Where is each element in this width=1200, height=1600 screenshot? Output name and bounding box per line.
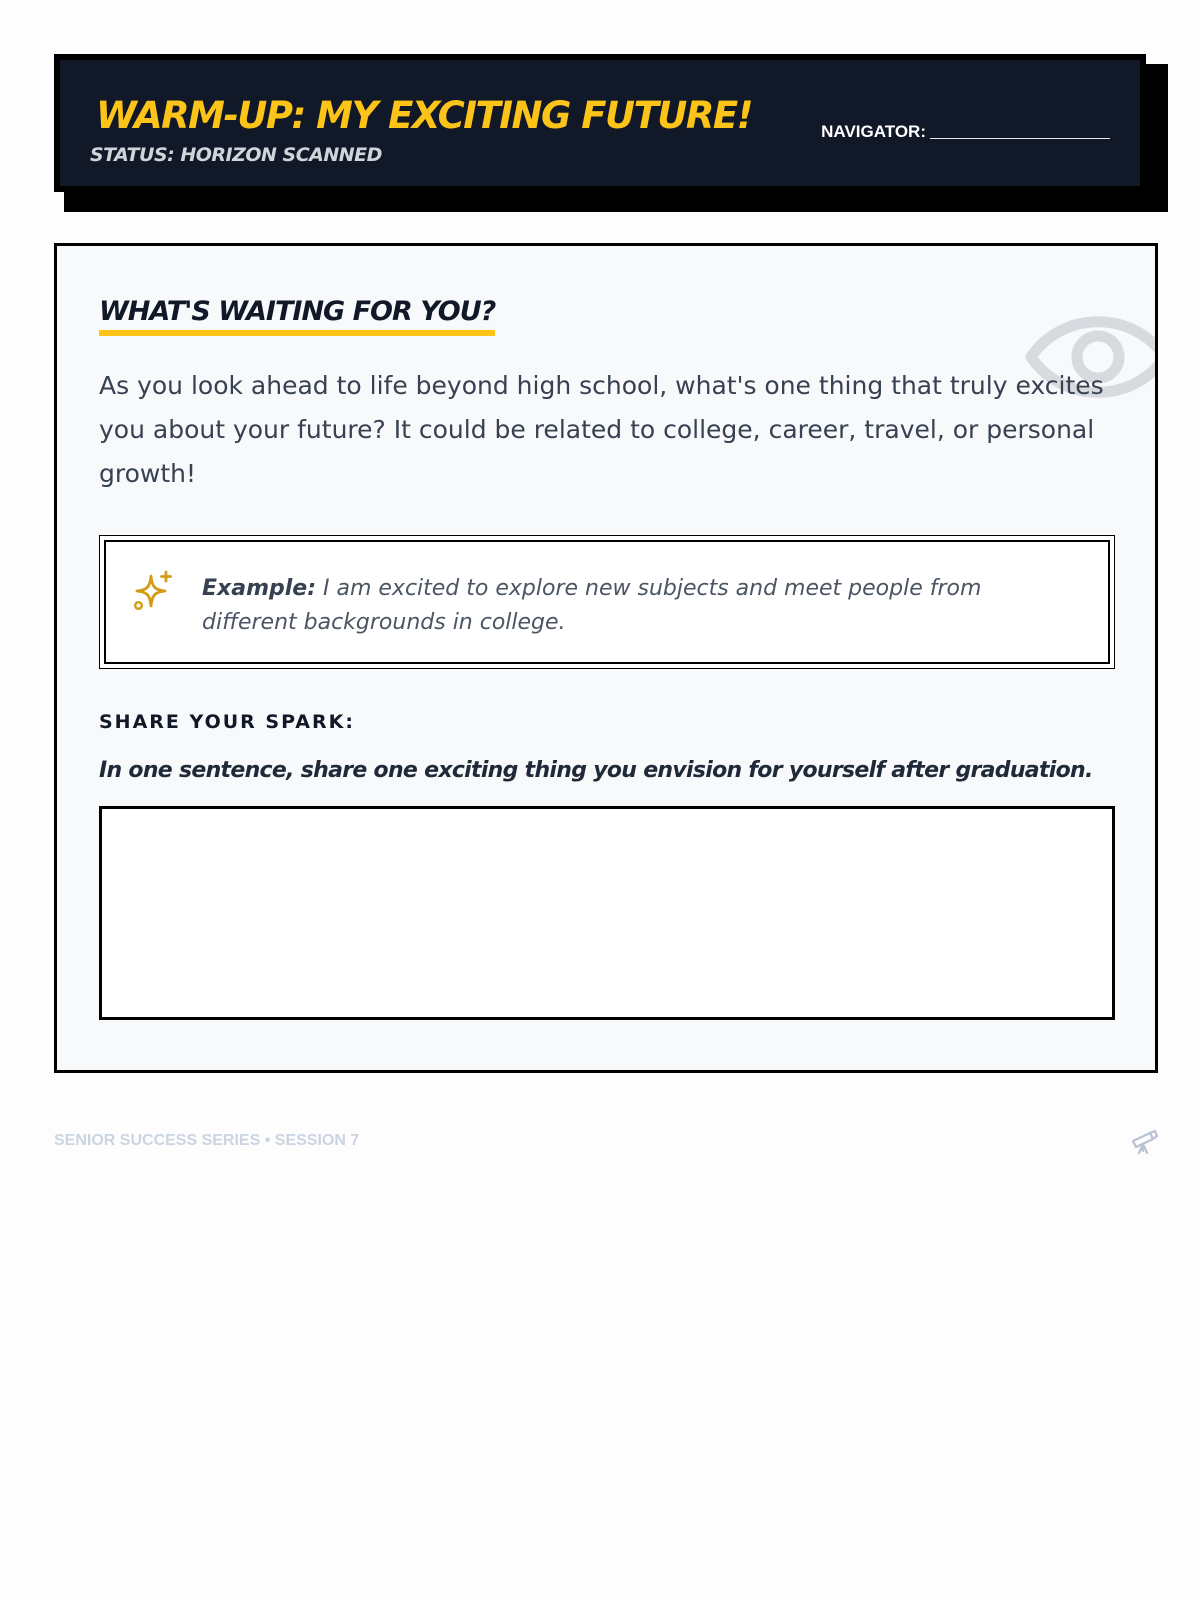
response-box[interactable]: [99, 806, 1115, 1020]
share-label: SHARE YOUR SPARK:: [99, 711, 355, 733]
warm-up-card: [54, 243, 1158, 1073]
header-banner: [54, 54, 1146, 192]
navigator-blank-line[interactable]: [930, 138, 1110, 139]
sparkle-icon: [132, 570, 174, 612]
navigator-label: NAVIGATOR:: [821, 122, 926, 141]
status-text: STATUS: HORIZON SCANNED: [90, 144, 382, 166]
example-text: [202, 572, 1062, 640]
footer-text: SENIOR SUCCESS SERIES • SESSION 7: [54, 1132, 360, 1149]
example-body: I am excited to explore new subjects and meet people from different backgrounds in college.: [202, 576, 982, 635]
navigator-field[interactable]: [821, 122, 1110, 142]
example-label: Example:: [202, 576, 316, 601]
telescope-icon: [1130, 1128, 1158, 1156]
page-title: WARM-UP: MY EXCITING FUTURE!: [96, 94, 752, 137]
example-inner-frame: [104, 540, 1110, 664]
example-box: [99, 535, 1115, 669]
section-title: WHAT'S WAITING FOR YOU?: [99, 296, 495, 336]
share-prompt: In one sentence, share one exciting thing you envision for yourself after graduation.: [99, 758, 1093, 783]
intro-paragraph: As you look ahead to life beyond high school, what's one thing that truly excites you about your future? It could be related to college, career, travel, or personal growth!: [99, 371, 1104, 488]
